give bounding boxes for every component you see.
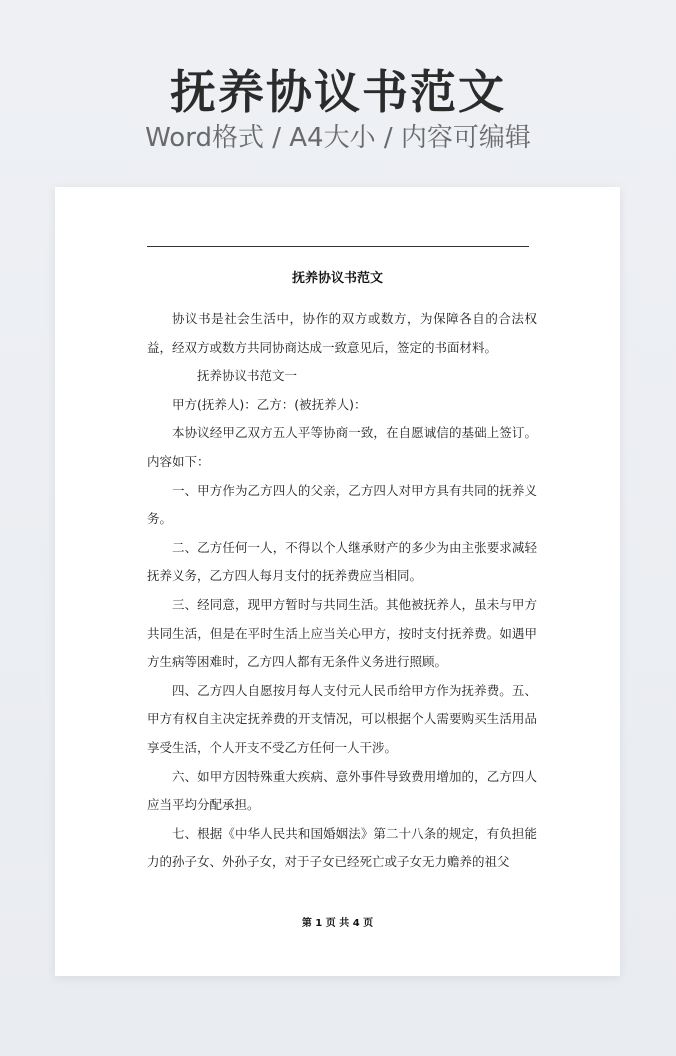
paragraph-clause-1: 一、甲方作为乙方四人的父亲，乙方四人对甲方具有共同的抚养义务。 xyxy=(147,482,537,527)
header-rule xyxy=(147,246,529,247)
paragraph-agreement: 本协议经甲乙双方五人平等协商一致，在自愿诚信的基础上签订。内容如下： xyxy=(147,425,537,469)
paragraph-clause-3: 三、经同意，现甲方暂时与共同生活。其他被抚养人，虽未与甲方共同生活，但是在平时生活上应当关心甲方，按时支付抚养费。如遇甲方生病等困难时，乙方四人都有无条件义务进行照顾。 xyxy=(147,596,537,670)
document-title: 抚养协议书范文 xyxy=(291,271,383,286)
paragraph-clause-6: 六、如甲方因特殊重大疾病、意外事件导致费用增加的，乙方四人应当平均分配承担。 xyxy=(147,768,537,813)
paragraph-parties: 甲方(抚养人)：乙方：(被抚养人)： xyxy=(172,396,367,412)
paragraph-clause-2: 二、乙方任何一人，不得以个人继承财产的多少为由主张要求减轻抚养义务，乙方四人每月支付的抚养费应当相同。 xyxy=(147,539,537,584)
paragraph-clause-7: 七、根据《中华人民共和国婚姻法》第二十八条的规定，有负担能力的孙子女、外孙子女，对于子女已经死亡或子女无力赡养的祖父 xyxy=(147,825,537,870)
paragraph-intro: 协议书是社会生活中，协作的双方或数方，为保障各自的合法权益，经双方或数方共同协商达成一致意见后，签定的书面材料。 xyxy=(147,311,537,355)
page-number: 第 1 页 共 4 页 xyxy=(301,918,374,929)
banner-title: 抚养协议书范文 xyxy=(170,65,506,119)
document-page xyxy=(55,187,620,976)
section-heading: 抚养协议书范文一 xyxy=(197,368,298,384)
document-body xyxy=(147,305,537,877)
banner-subtitle: Word格式 / A4大小 / 内容可编辑 xyxy=(145,123,531,153)
paragraph-clause-4: 四、乙方四人自愿按月每人支付元人民币给甲方作为抚养费。五、甲方有权自主决定抚养费的开支情况，可以根据个人需要购买生活用品享受生活，个人开支不受乙方任何一人干涉。 xyxy=(147,682,537,755)
